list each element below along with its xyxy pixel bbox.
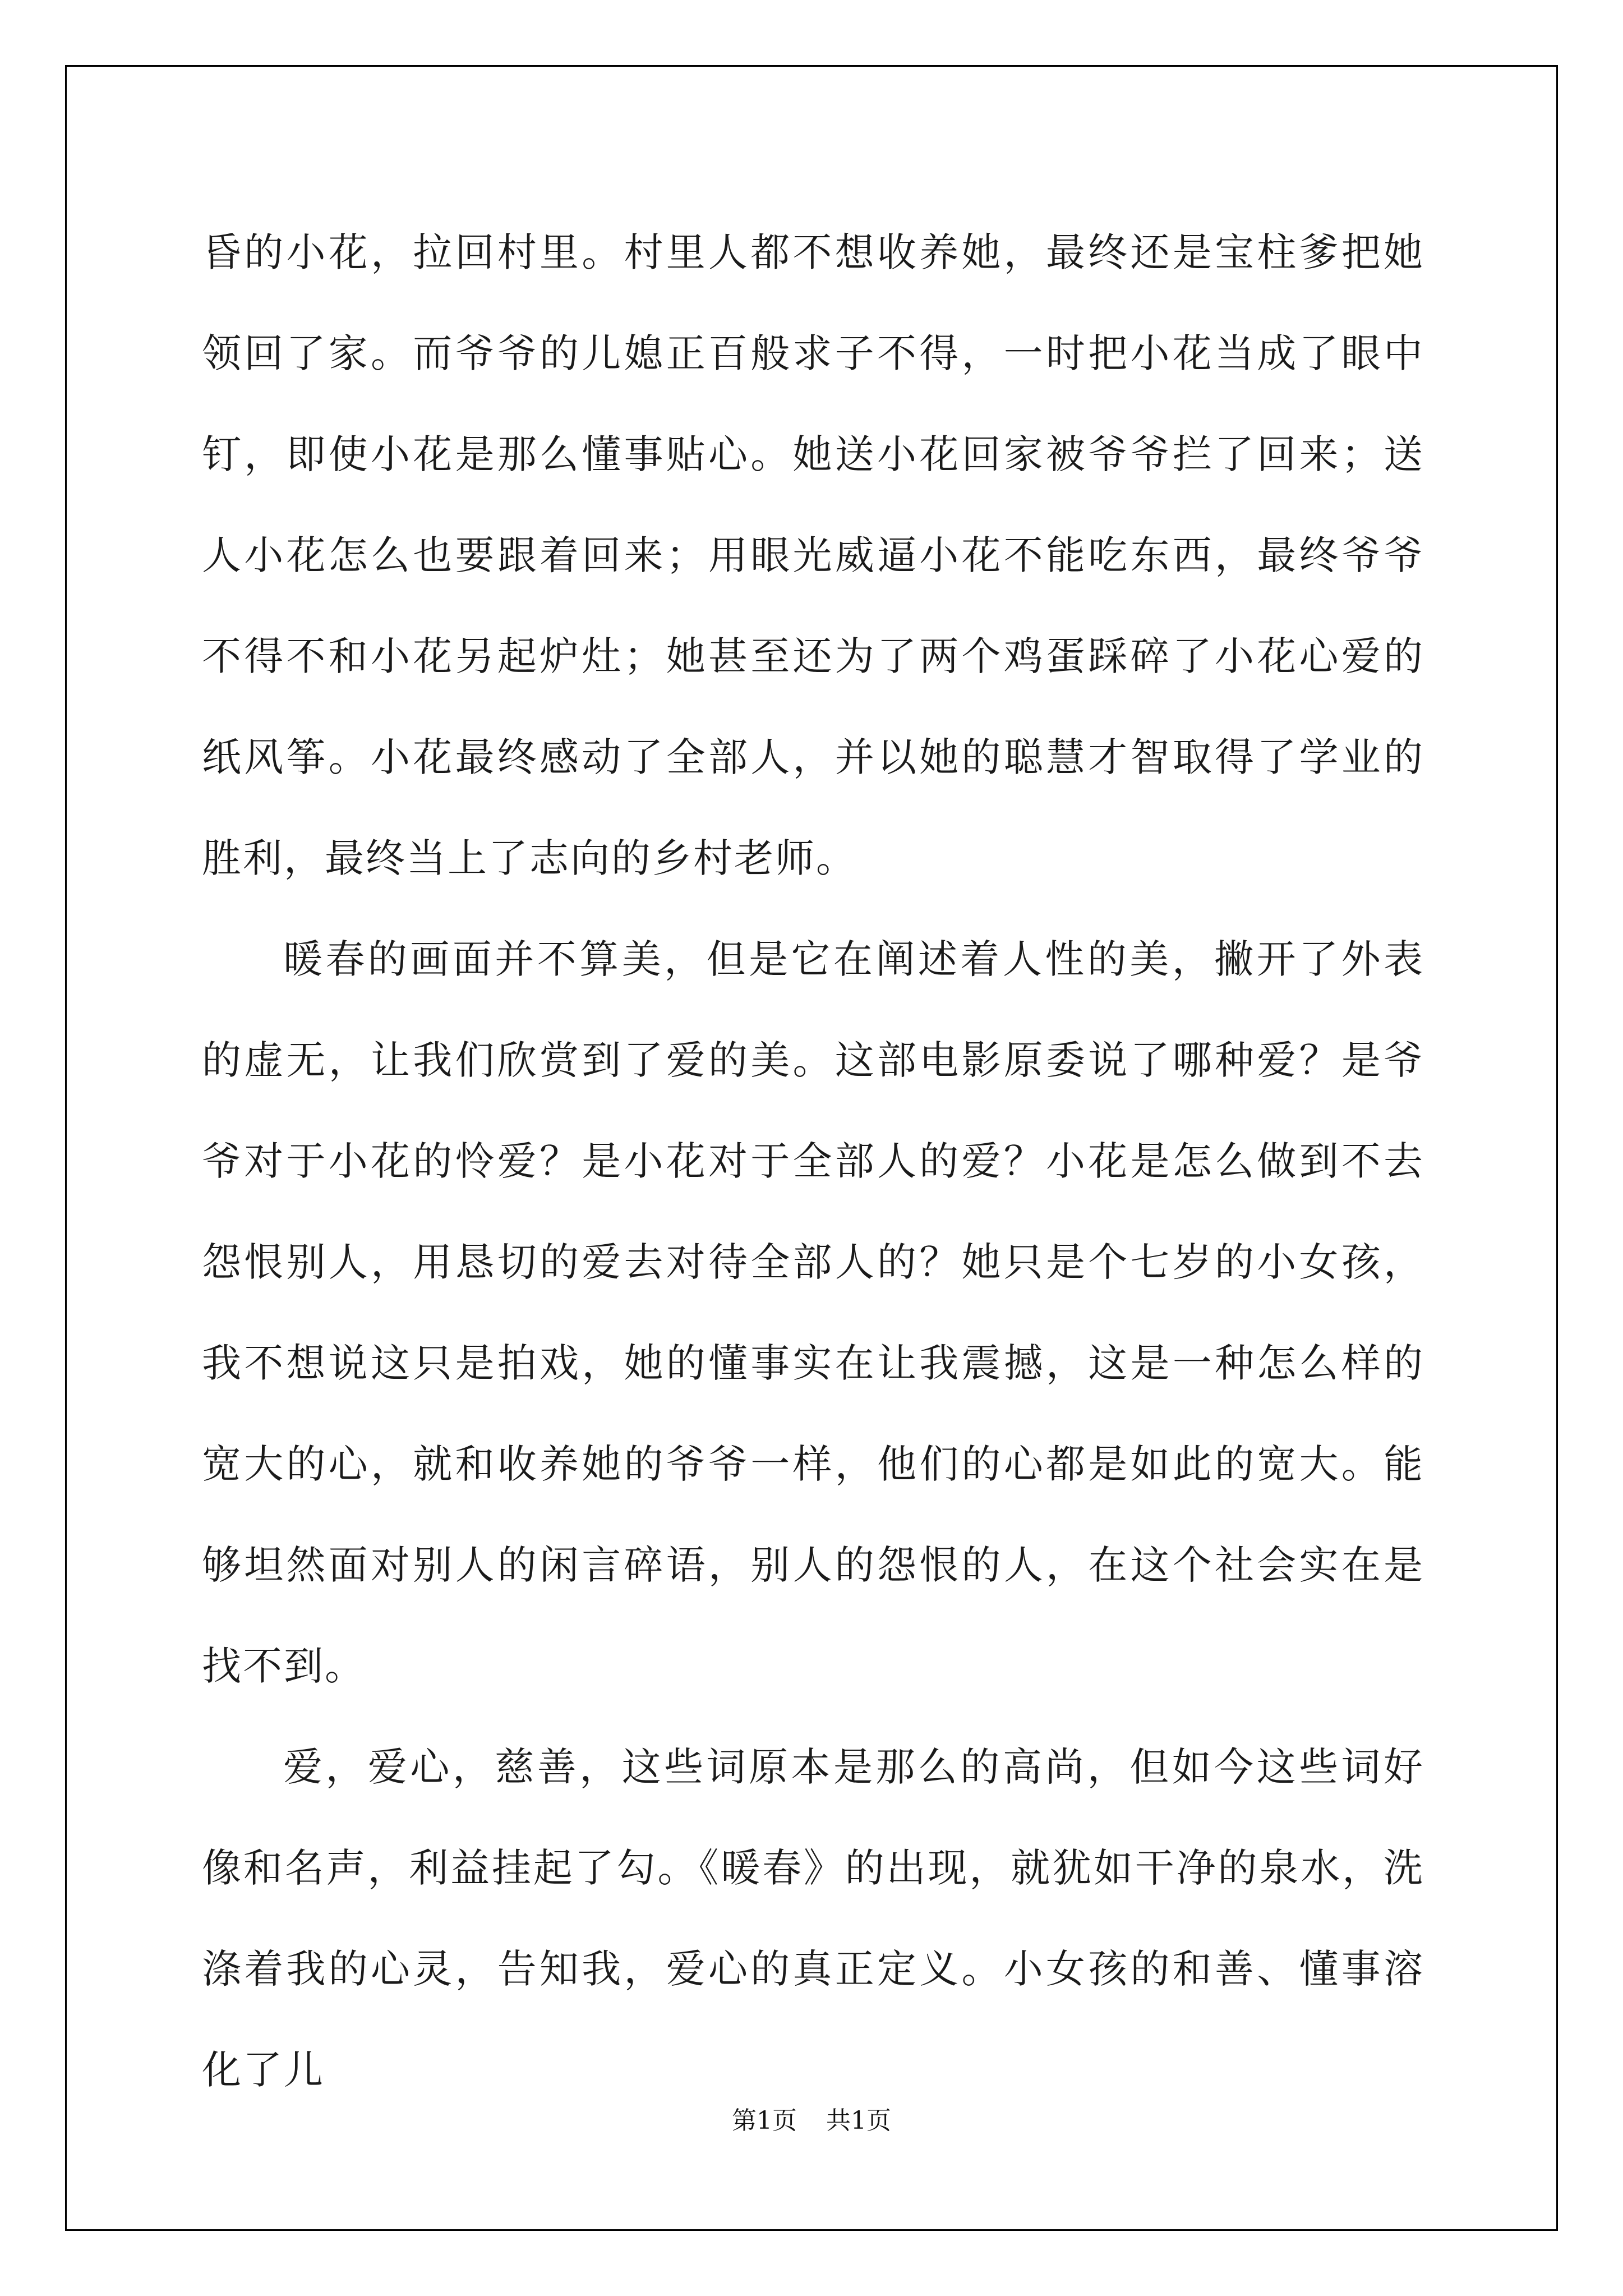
page-number: 第1页 [732,2106,797,2135]
paragraph-1: 昏的小花，拉回村里。村里人都不想收养她，最终还是宝柱爹把她领回了家。而爷爷的儿媳正百般求子不得，一时把小花当成了眼中钉，即使小花是那么懂事贴心。她送小花回家被爷爷拦了回来；送人小花怎么也要跟着回来；用眼光威逼小花不能吃东西，最终爷爷不得不和小花另起炉灶；她甚至还为了两个鸡蛋踩碎了小花心爱的纸风筝。小花最终感动了全部人，并以她的聪慧才智取得了学业的胜利，最终当上了志向的乡村老师。 [202,229,1424,881]
page-footer [0,2100,1623,2136]
document-body [202,202,1424,2120]
paragraph-2: 暖春的画面并不算美，但是它在阐述着人性的美，撇开了外表的虚无，让我们欣赏到了爱的美。这部电影原委说了哪种爱？是爷爷对于小花的怜爱？是小花对于全部人的爱？小花是怎么做到不去怨恨别人，用恳切的爱去对待全部人的？她只是个七岁的小女孩，我不想说这只是拍戏，她的懂事实在让我震撼，这是一种怎么样的宽大的心，就和收养她的爷爷一样，他们的心都是如此的宽大。能够坦然面对别人的闲言碎语，别人的怨恨的人，在这个社会实在是找不到。 [202,936,1424,1689]
page-total: 共1页 [826,2106,891,2135]
paragraph-3: 爱，爱心，慈善，这些词原本是那么的高尚，但如今这些词好像和名声，利益挂起了勾。《暖春》的出现，就犹如干净的泉水，洗涤着我的心灵，告知我，爱心的真正定义。小女孩的和善、懂事溶化了儿 [202,1744,1424,2093]
